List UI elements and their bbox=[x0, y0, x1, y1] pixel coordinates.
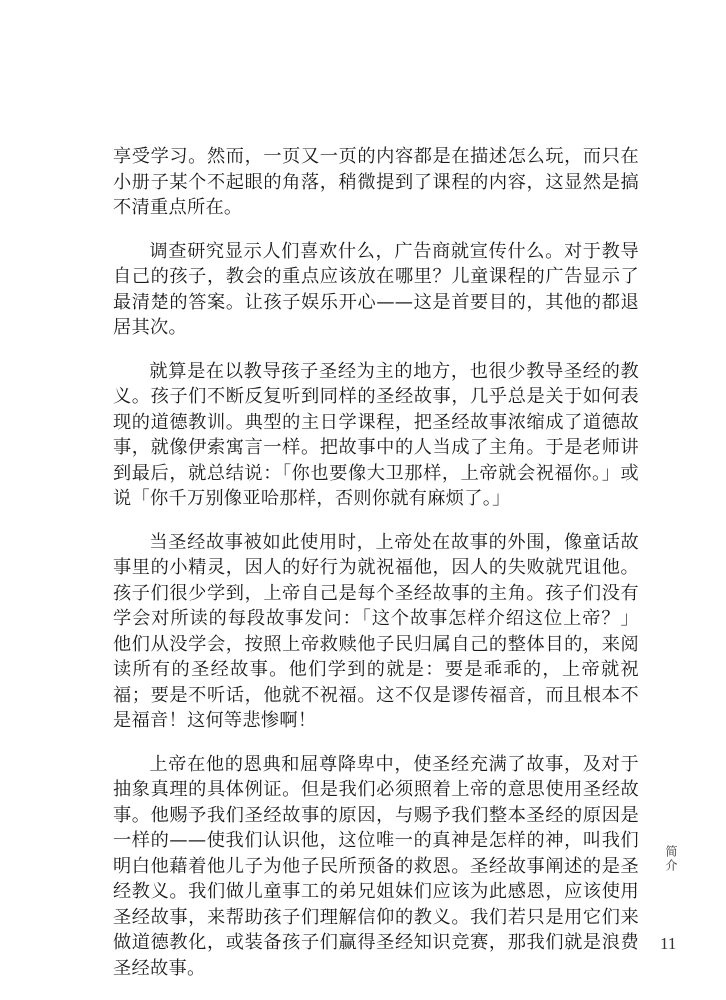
chapter-side-label: 简介 bbox=[664, 845, 678, 873]
paragraph-3: 就算是在以教导孩子圣经为主的地方，也很少教导圣经的教义。孩子们不断反复听到同样的圣经故事，几乎总是关于如何表现的道德教训。典型的主日学课程，把圣经故事浓缩成了道德故事，就像伊索寓言一样。把故事中的人当成了主角。于是老师讲到最后，就总结说：「你也要像大卫那样，上帝就会祝福你。」或说「你千万别像亚哈那样，否则你就有麻烦了。」 bbox=[113, 360, 639, 509]
paragraph-1: 享受学习。然而，一页又一页的内容都是在描述怎么玩，而只在小册子某个不起眼的角落，稍微提到了课程的内容，这显然是搞不清重点所在。 bbox=[113, 146, 639, 218]
page-body bbox=[113, 144, 639, 999]
paragraph-2: 调查研究显示人们喜欢什么，广告商就宣传什么。对于教导自己的孩子，教会的重点应该放在哪里？儿童课程的广告显示了最清楚的答案。让孩子娱乐开心——这是首要目的，其他的都退居其次。 bbox=[113, 240, 639, 338]
page-number: 11 bbox=[660, 934, 677, 953]
paragraph-5: 上帝在他的恩典和屈尊降卑中，使圣经充满了故事，及对于抽象真理的具体例证。但是我们必须照着上帝的意思使用圣经故事。他赐予我们圣经故事的原因，与赐予我们整本圣经的原因是一样的——使我们认识他，这位唯一的真神是怎样的神，叫我们明白他藉着他儿子为他子民所预备的救恩。圣经故事阐述的是圣经教义。我们做儿童事工的弟兄姐妹们应该为此感恩，应该使用圣经故事，来帮助孩子们理解信仰的教义。我们若只是用它们来做道德教化，或装备孩子们赢得圣经知识竞赛，那我们就是浪费圣经故事。 bbox=[113, 753, 639, 979]
paragraph-4: 当圣经故事被如此使用时，上帝处在故事的外围，像童话故事里的小精灵，因人的好行为就祝福他，因人的失败就咒诅他。孩子们很少学到，上帝自己是每个圣经故事的主角。孩子们没有学会对所读的每段故事发问：「这个故事怎样介绍这位上帝？」他们从没学会，按照上帝救赎他子民归属自己的整体目的，来阅读所有的圣经故事。他们学到的就是：要是乖乖的，上帝就祝福；要是不听话，他就不祝福。这不仅是谬传福音，而且根本不是福音！这何等悲惨啊！ bbox=[113, 531, 639, 731]
